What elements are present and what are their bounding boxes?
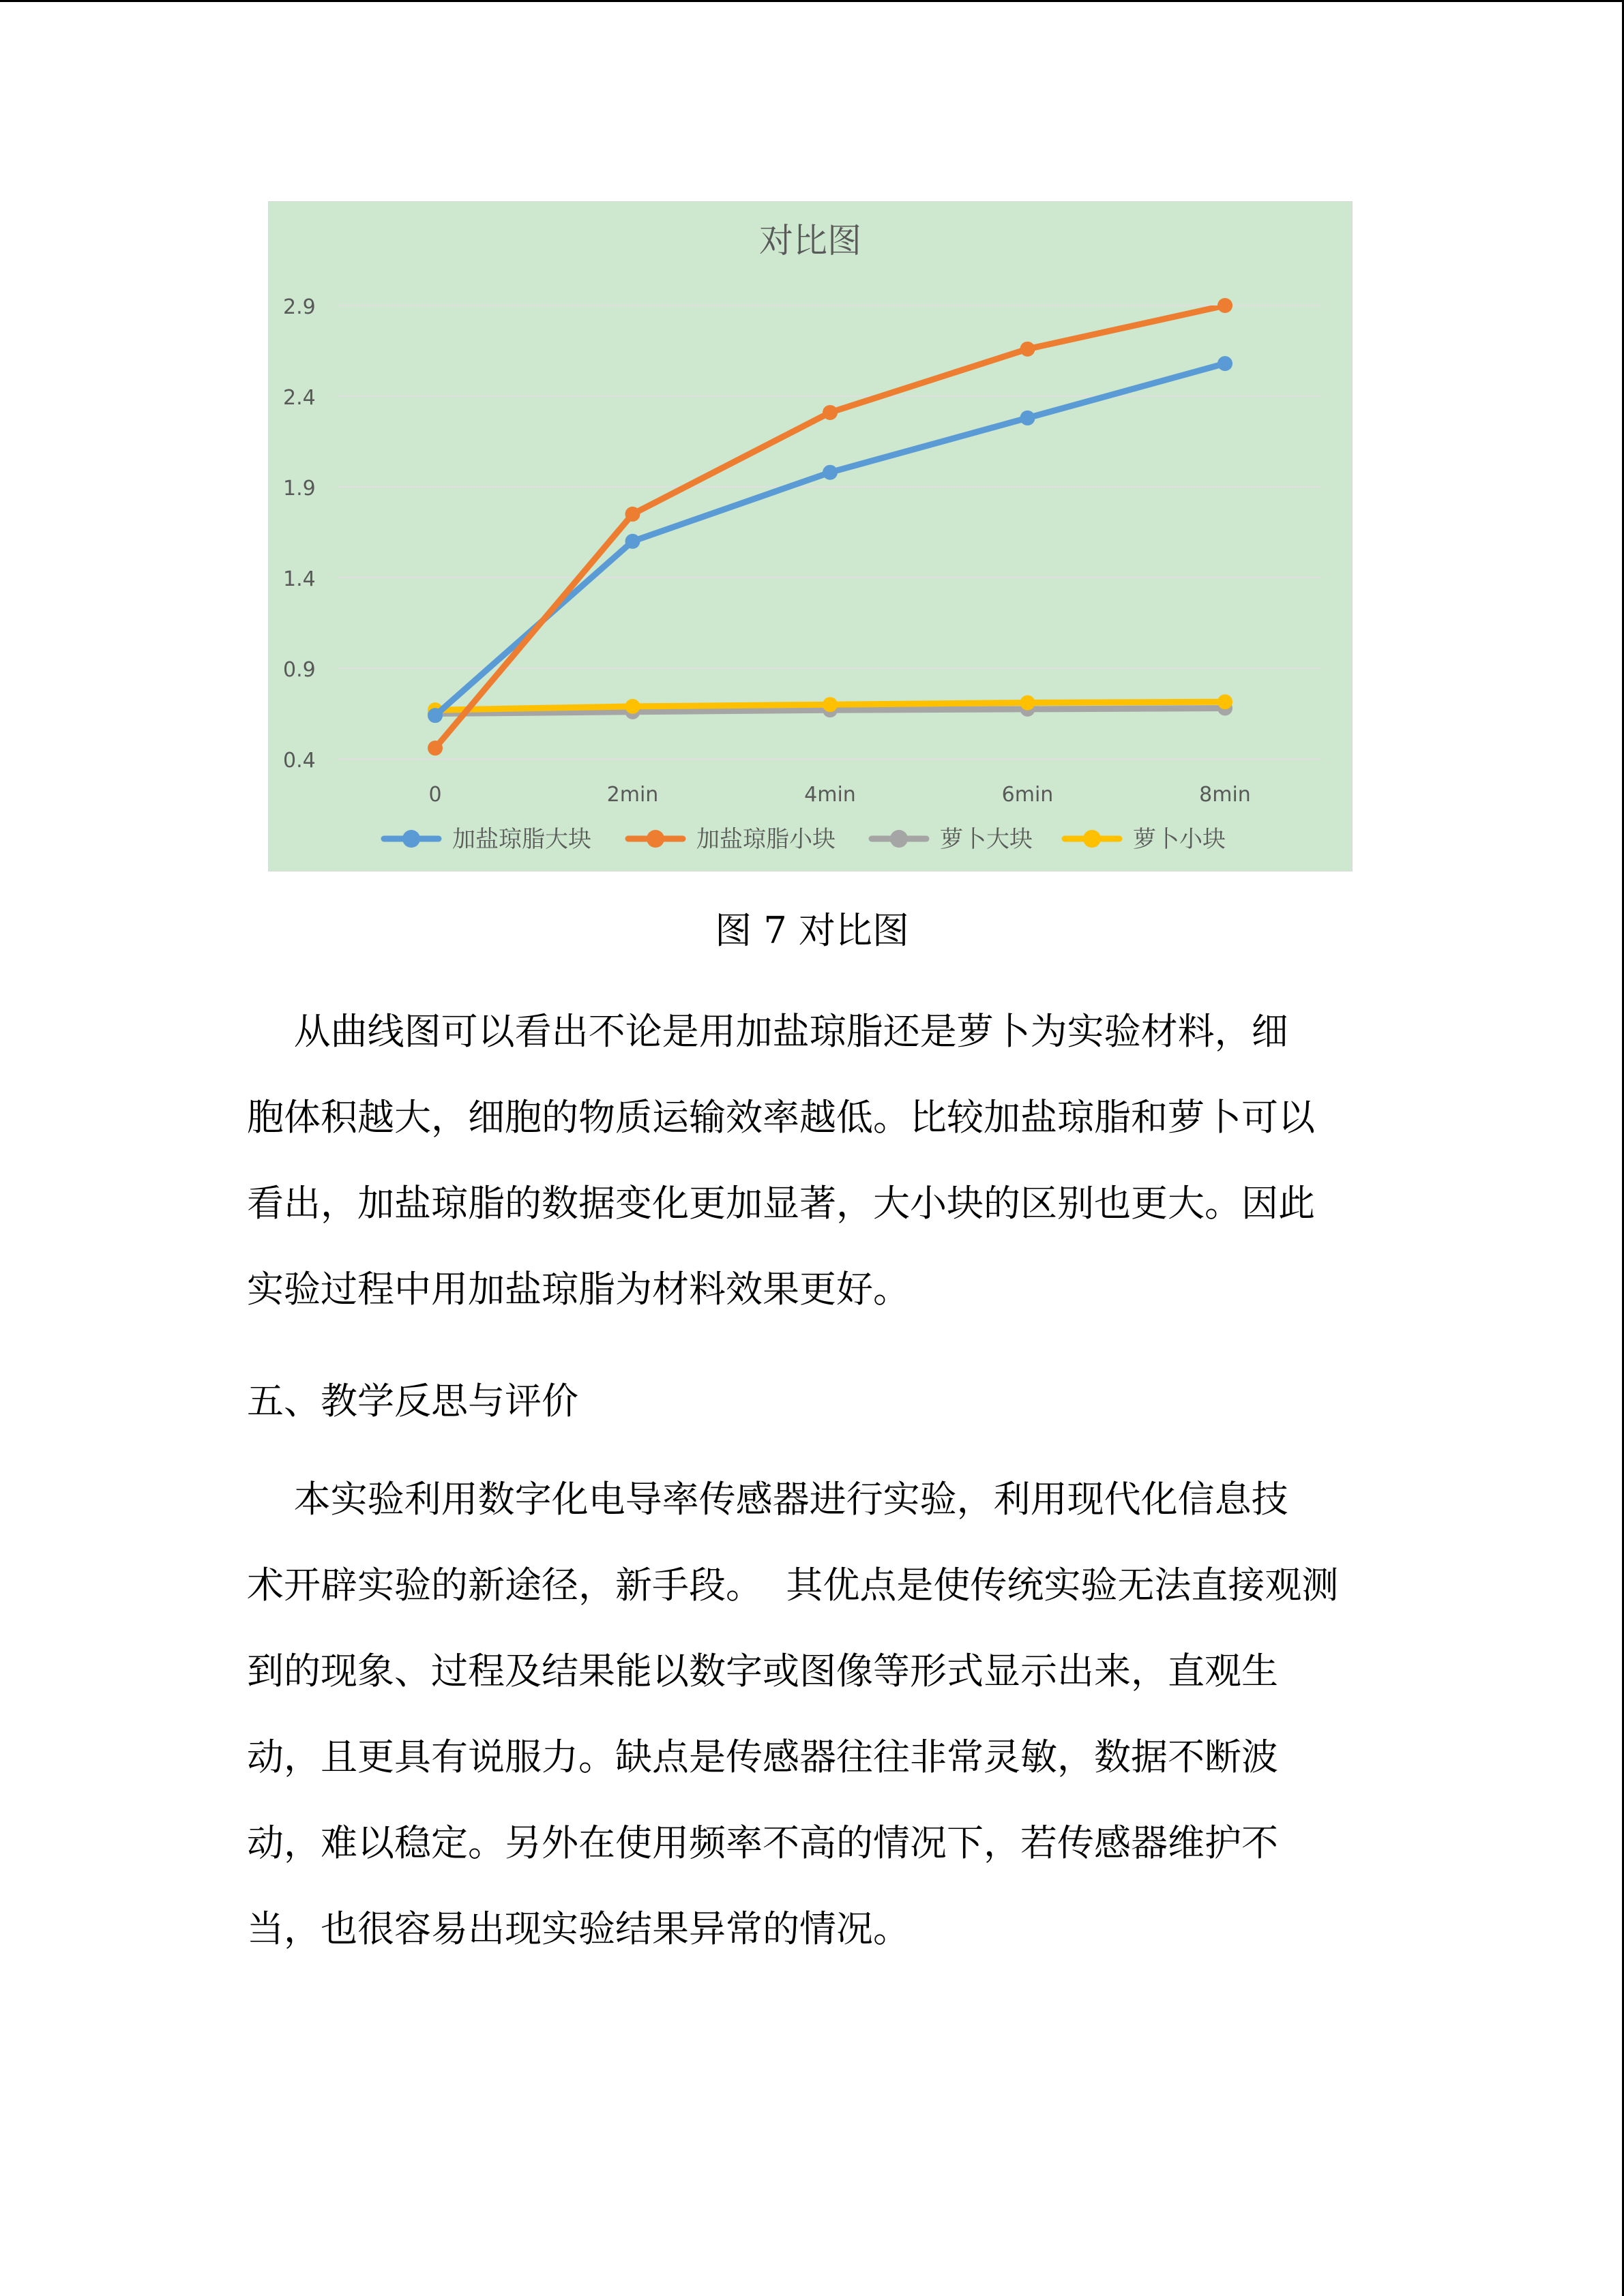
text-line: 胞体积越大，细胞的物质运输效率越低。比较加盐琼脂和萝卜可以 [247, 1096, 1315, 1139]
text-line: 看出，加盐琼脂的数据变化更加显著，大小块的区别也更大。因此 [247, 1182, 1315, 1225]
legend-swatch-marker [890, 830, 908, 848]
data-point [1020, 696, 1035, 711]
legend-swatch-marker [647, 830, 664, 848]
data-point [428, 741, 443, 756]
page-top-border [0, 0, 1624, 2]
data-point [1020, 411, 1035, 426]
figure-caption: 图 7 对比图 [715, 909, 909, 952]
text-line: 从曲线图可以看出不论是用加盐琼脂还是萝卜为实验材料，细 [247, 1010, 1288, 1053]
data-point [625, 699, 640, 714]
data-point [1217, 356, 1232, 371]
legend-swatch-marker [402, 830, 420, 848]
chart-title: 对比图 [759, 221, 861, 260]
data-point [1020, 342, 1035, 357]
text-line: 本实验利用数字化电导率传感器进行实验，利用现代化信息技 [247, 1478, 1288, 1521]
text-line: 术开辟实验的新途径，新手段。 其优点是使传统实验无法直接观测 [247, 1564, 1339, 1607]
paragraph-reflection [247, 1457, 1379, 1972]
y-tick-label: 1.9 [283, 477, 316, 501]
data-point [1217, 694, 1232, 709]
data-point [625, 507, 640, 522]
legend-label: 萝卜小块 [1133, 826, 1226, 853]
y-tick-label: 2.4 [283, 386, 316, 410]
x-tick-label: 2min [606, 783, 659, 807]
data-point [428, 708, 443, 723]
legend-label: 加盐琼脂小块 [696, 826, 836, 853]
legend-label: 加盐琼脂大块 [452, 826, 591, 853]
text-line: 动，难以稳定。另外在使用频率不高的情况下，若传感器维护不 [247, 1821, 1278, 1864]
paragraph-analysis [247, 989, 1379, 1332]
x-tick-label: 6min [1001, 783, 1054, 807]
legend-swatch-marker [1083, 830, 1101, 848]
text-line: 当，也很容易出现实验结果异常的情况。 [247, 1907, 910, 1950]
data-point [625, 534, 640, 549]
comparison-chart [268, 201, 1353, 871]
text-line: 实验过程中用加盐琼脂为材料效果更好。 [247, 1268, 910, 1311]
x-tick-label: 4min [804, 783, 856, 807]
text-line: 到的现象、过程及结果能以数字或图像等形式显示出来，直观生 [247, 1650, 1278, 1693]
section-heading: 五、教学反思与评价 [247, 1380, 578, 1422]
x-tick-label: 0 [428, 783, 442, 807]
chart-svg [268, 201, 1353, 871]
legend-label: 萝卜大块 [940, 826, 1033, 853]
data-point [823, 465, 838, 480]
data-point [823, 697, 838, 712]
text-line: 动，且更具有说服力。缺点是传感器往往非常灵敏，数据不断波 [247, 1735, 1278, 1778]
data-point [1217, 298, 1232, 313]
y-tick-label: 2.9 [283, 295, 316, 319]
y-tick-label: 1.4 [283, 567, 316, 591]
x-tick-label: 8min [1199, 783, 1251, 807]
y-tick-label: 0.4 [283, 749, 316, 773]
y-tick-label: 0.9 [283, 658, 316, 682]
data-point [823, 405, 838, 420]
chart-background [268, 201, 1353, 871]
